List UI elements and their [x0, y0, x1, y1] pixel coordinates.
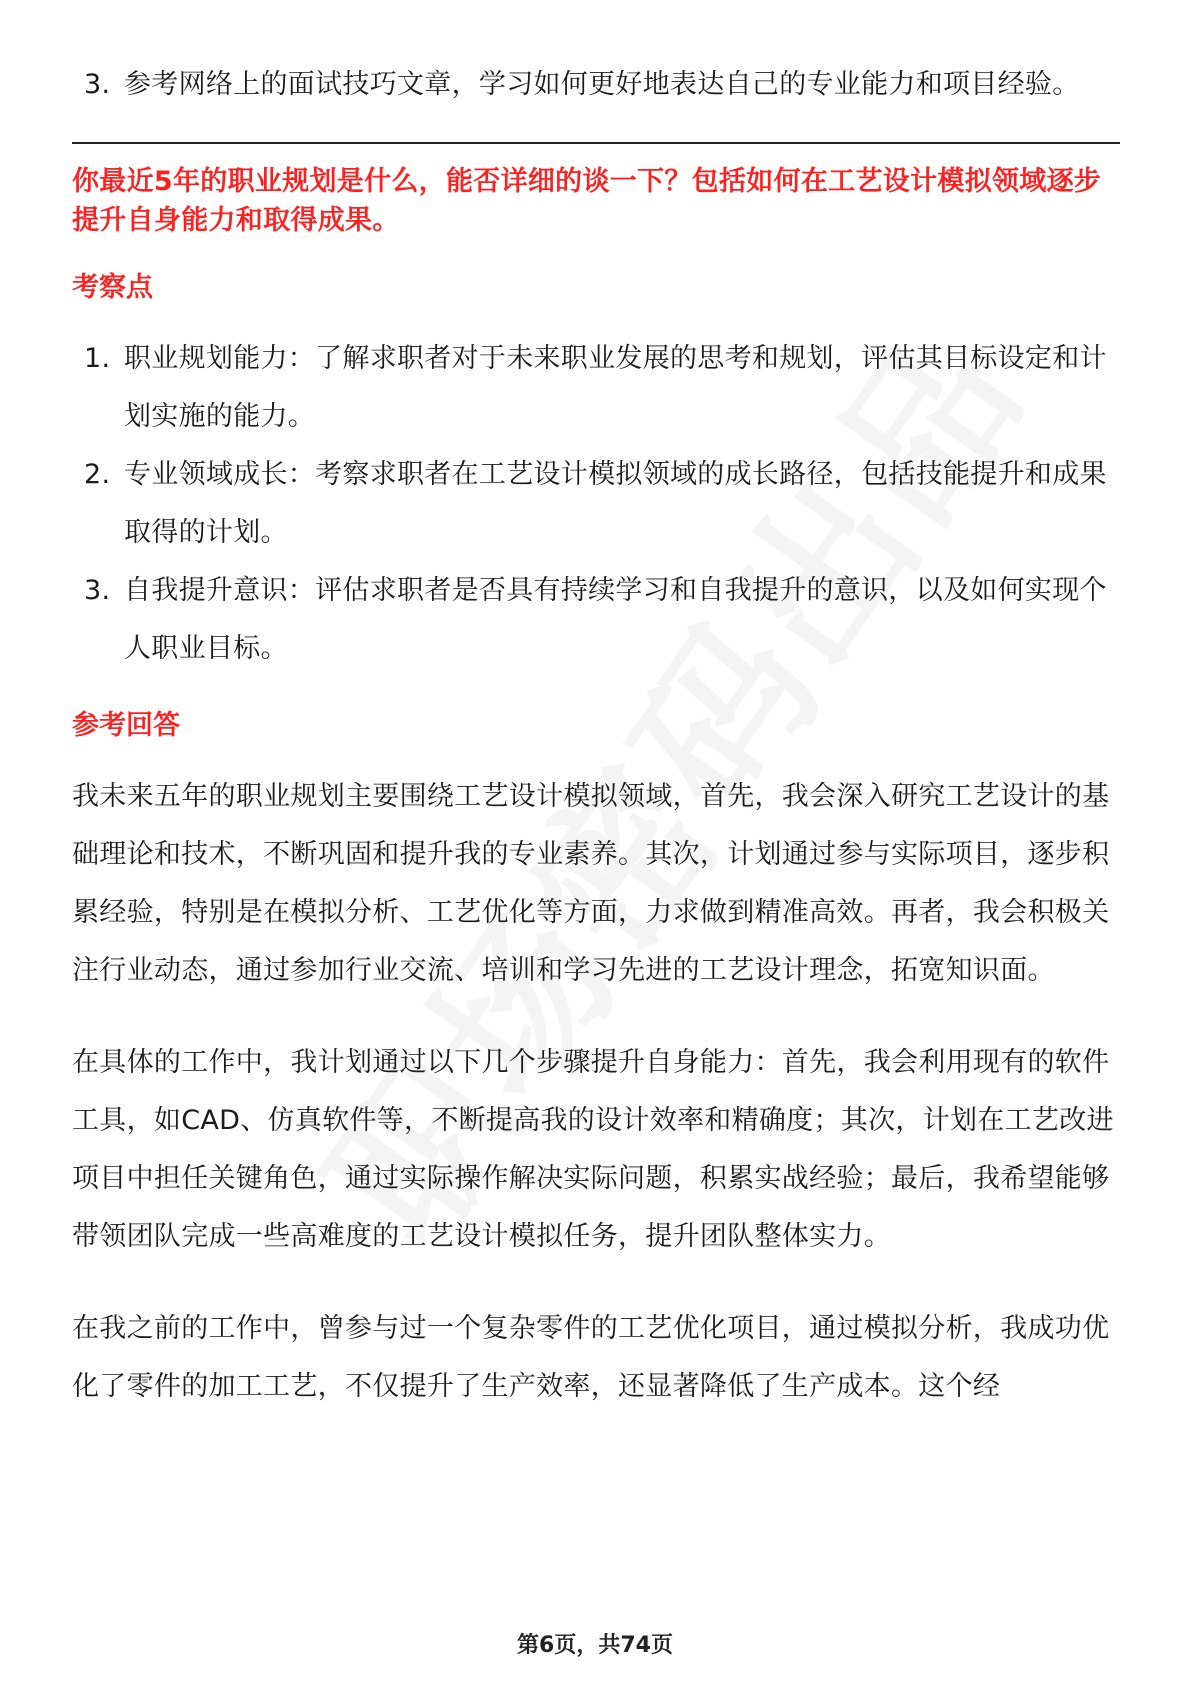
list-item [72, 562, 1120, 678]
list-item [72, 56, 1120, 114]
answer-paragraph: 在我之前的工作中，曾参与过一个复杂零件的工艺优化项目，通过模拟分析，我成功优化了零件的加工工艺，不仅提升了生产效率，还显著降低了生产成本。这个经 [72, 1313, 1110, 1402]
list-item-text: 职业规划能力：了解求职者对于未来职业发展的思考和规划，评估其目标设定和计划实施的能力。 [124, 343, 1107, 432]
list-item-number: 1. [84, 343, 111, 374]
answer-paragraph: 我未来五年的职业规划主要围绕工艺设计模拟领域，首先，我会深入研究工艺设计的基础理论和技术，不断巩固和提升我的专业素养。其次，计划通过参与实际项目，逐步积累经验，特别是在模拟分析、工艺优化等方面，力求做到精准高效。再者，我会积极关注行业动态，通过参加行业交流、培训和学习先进的工艺设计理念，拓宽知识面。 [72, 781, 1110, 986]
interview-question: 你最近5年的职业规划是什么，能否详细的谈一下？包括如何在工艺设计模拟领域逐步提升自身能力和取得成果。 [72, 166, 1102, 236]
list-item-text: 参考网络上的面试技巧文章，学习如何更好地表达自己的专业能力和项目经验。 [124, 69, 1080, 100]
list-item-number: 3. [84, 575, 111, 606]
reference-answer-heading: 参考回答 [72, 710, 180, 741]
section-divider [72, 142, 1120, 144]
list-item [72, 446, 1120, 562]
focus-points-heading: 考察点 [72, 272, 153, 303]
previous-answer-list [72, 56, 1120, 114]
page-content [72, 56, 1120, 1450]
list-item-number: 3. [84, 69, 111, 100]
answer-paragraph: 在具体的工作中，我计划通过以下几个步骤提升自身能力：首先，我会利用现有的软件工具，如CAD、仿真软件等，不断提高我的设计效率和精确度；其次，计划在工艺改进项目中担任关键角色，通过实际操作解决实际问题，积累实战经验；最后，我希望能够带领团队完成一些高难度的工艺设计模拟任务，提升团队整体实力。 [72, 1047, 1114, 1252]
list-item-text: 专业领域成长：考察求职者在工艺设计模拟领域的成长路径，包括技能提升和成果取得的计划。 [124, 459, 1107, 548]
page-number-footer: 第6页，共74页 [517, 1633, 673, 1658]
list-item [72, 330, 1120, 446]
list-item-text: 自我提升意识：评估求职者是否具有持续学习和自我提升的意识，以及如何实现个人职业目标。 [124, 575, 1107, 664]
list-item-number: 2. [84, 459, 111, 490]
focus-points-list [72, 330, 1120, 678]
